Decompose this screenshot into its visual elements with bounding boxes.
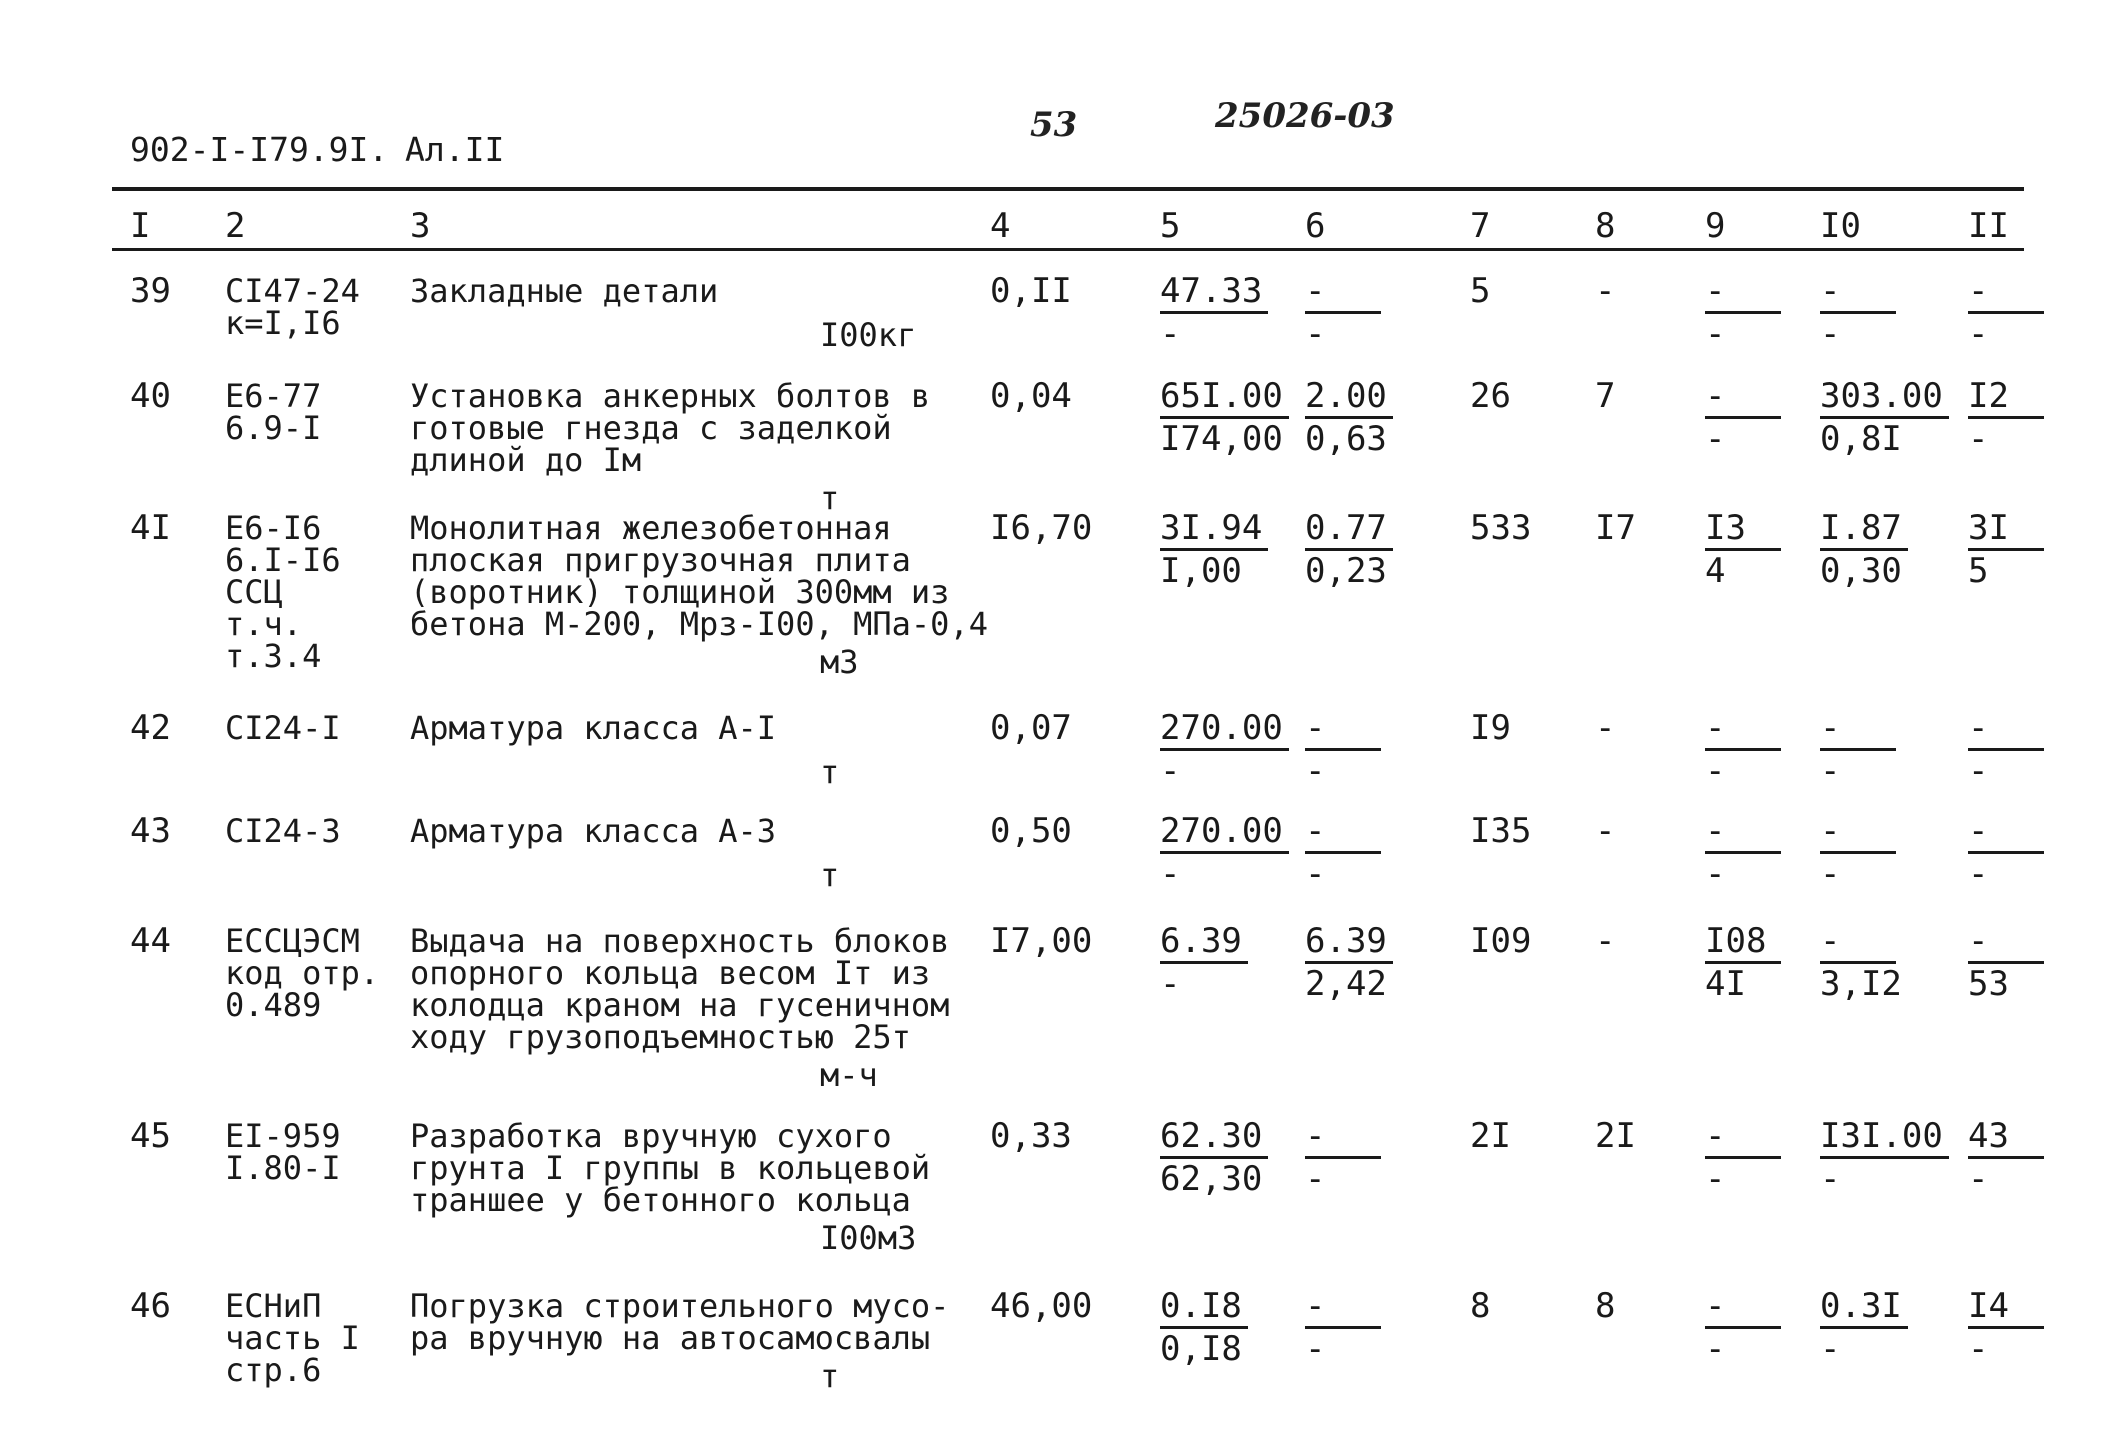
unit-of-measure: т bbox=[820, 753, 840, 791]
machine-total-numerator: - bbox=[1705, 1116, 1781, 1159]
machine-total-numerator: I08 bbox=[1705, 921, 1781, 964]
labor-unit bbox=[1820, 1116, 1949, 1199]
machine-total-numerator: - bbox=[1705, 271, 1781, 314]
labor-total-denominator: - bbox=[1968, 314, 1989, 354]
header-rule bbox=[112, 248, 2024, 251]
machine-cost bbox=[1305, 508, 1393, 591]
norm-code: Е6-I6 6.I-I6 ССЦ т.ч. т.3.4 bbox=[225, 509, 341, 675]
machine-cost bbox=[1305, 1116, 1381, 1199]
unit-cost-numerator: 3I.94 bbox=[1160, 508, 1268, 551]
machine-total-denominator: 4 bbox=[1705, 551, 1726, 591]
labor-total-numerator: 3I bbox=[1968, 508, 2044, 551]
work-description: Арматура класса А-I bbox=[410, 709, 777, 747]
row-number: 46 bbox=[130, 1286, 171, 1326]
wage-cost: - bbox=[1595, 708, 1616, 748]
handwritten-code: 25026-03 bbox=[1215, 96, 1395, 136]
wage-cost: - bbox=[1595, 921, 1616, 961]
machine-total bbox=[1705, 811, 1781, 894]
labor-unit bbox=[1820, 811, 1896, 894]
unit-cost-numerator: 6.39 bbox=[1160, 921, 1248, 964]
labor-total-numerator: - bbox=[1968, 921, 2044, 964]
labor-unit-numerator: - bbox=[1820, 271, 1896, 314]
labor-unit-denominator: - bbox=[1820, 751, 1841, 791]
unit-of-measure: т bbox=[820, 1357, 840, 1395]
machine-total-numerator: - bbox=[1705, 811, 1781, 854]
quantity: I7,00 bbox=[990, 921, 1093, 961]
quantity: 0,33 bbox=[990, 1116, 1072, 1156]
labor-unit bbox=[1820, 708, 1896, 791]
labor-unit-denominator: - bbox=[1820, 1159, 1841, 1199]
unit-cost-numerator: 270.00 bbox=[1160, 811, 1289, 854]
quantity: I6,70 bbox=[990, 508, 1093, 548]
column-header: 8 bbox=[1595, 206, 1616, 246]
column-header: I0 bbox=[1820, 206, 1861, 246]
norm-code: CI47-24 к=I,I6 bbox=[225, 272, 360, 342]
quantity: 0,04 bbox=[990, 376, 1072, 416]
work-description: Закладные детали bbox=[410, 272, 719, 310]
column-header: I bbox=[130, 206, 151, 246]
labor-total-denominator: - bbox=[1968, 419, 1989, 459]
norm-code: ЕССЦЭСМ код отр. 0.489 bbox=[225, 922, 380, 1024]
unit-cost-denominator: 0,I8 bbox=[1160, 1329, 1242, 1369]
work-description: Арматура класса А-3 bbox=[410, 812, 777, 850]
unit-cost-denominator: - bbox=[1160, 751, 1181, 791]
unit-cost bbox=[1160, 1116, 1268, 1199]
unit-cost-numerator: 47.33 bbox=[1160, 271, 1268, 314]
machine-total-denominator: - bbox=[1705, 419, 1726, 459]
machine-cost-denominator: - bbox=[1305, 751, 1326, 791]
unit-cost bbox=[1160, 811, 1289, 894]
machine-cost-denominator: - bbox=[1305, 1329, 1326, 1369]
machine-total bbox=[1705, 708, 1781, 791]
labor-unit-denominator: 3,I2 bbox=[1820, 964, 1902, 1004]
machine-total bbox=[1705, 376, 1781, 459]
work-description: Разработка вручную сухого грунта I группы в кольцевой траншее у бетонного кольца bbox=[410, 1117, 931, 1219]
machine-total bbox=[1705, 271, 1781, 354]
labor-total bbox=[1968, 811, 2044, 894]
total-cost: I35 bbox=[1470, 811, 1532, 851]
labor-total bbox=[1968, 376, 2044, 459]
unit-cost bbox=[1160, 271, 1268, 354]
machine-total-denominator: - bbox=[1705, 1329, 1726, 1369]
unit-of-measure: I00кг bbox=[820, 316, 917, 354]
labor-total-numerator: 43 bbox=[1968, 1116, 2044, 1159]
total-cost: 5 bbox=[1470, 271, 1491, 311]
norm-code: Е6-77 6.9-I bbox=[225, 377, 322, 447]
unit-cost-numerator: 270.00 bbox=[1160, 708, 1289, 751]
unit-cost bbox=[1160, 1286, 1248, 1369]
machine-cost bbox=[1305, 811, 1381, 894]
total-cost: I09 bbox=[1470, 921, 1532, 961]
wage-cost: - bbox=[1595, 271, 1616, 311]
machine-total-numerator: I3 bbox=[1705, 508, 1781, 551]
labor-total bbox=[1968, 508, 2044, 591]
top-rule bbox=[112, 187, 2024, 191]
column-header: 7 bbox=[1470, 206, 1491, 246]
labor-unit-numerator: I.87 bbox=[1820, 508, 1908, 551]
machine-cost bbox=[1305, 271, 1381, 354]
machine-cost-denominator: - bbox=[1305, 314, 1326, 354]
column-header: 6 bbox=[1305, 206, 1326, 246]
labor-total-denominator: 53 bbox=[1968, 964, 2009, 1004]
labor-unit-denominator: 0,8I bbox=[1820, 419, 1902, 459]
labor-unit-numerator: - bbox=[1820, 708, 1896, 751]
labor-total bbox=[1968, 921, 2044, 1004]
machine-total-denominator: - bbox=[1705, 854, 1726, 894]
labor-total bbox=[1968, 1116, 2044, 1199]
page-number: 53 bbox=[1030, 105, 1078, 145]
column-header: 9 bbox=[1705, 206, 1726, 246]
row-number: 42 bbox=[130, 708, 171, 748]
work-description: Монолитная железобетонная плоская пригрузочная плита (воротник) толщиной 300мм из бетона М-200, Мрз-I00, МПа-0,4 bbox=[410, 509, 988, 643]
labor-unit-denominator: 0,30 bbox=[1820, 551, 1902, 591]
labor-unit bbox=[1820, 508, 1908, 591]
machine-total-denominator: 4I bbox=[1705, 964, 1746, 1004]
labor-unit bbox=[1820, 271, 1896, 354]
labor-total bbox=[1968, 271, 2044, 354]
machine-total-numerator: - bbox=[1705, 1286, 1781, 1329]
machine-cost-numerator: 6.39 bbox=[1305, 921, 1393, 964]
wage-cost: I7 bbox=[1595, 508, 1636, 548]
unit-cost-denominator: - bbox=[1160, 314, 1181, 354]
row-number: 40 bbox=[130, 376, 171, 416]
machine-cost-numerator: - bbox=[1305, 811, 1381, 854]
machine-cost-denominator: 2,42 bbox=[1305, 964, 1387, 1004]
machine-total-denominator: - bbox=[1705, 751, 1726, 791]
row-number: 4I bbox=[130, 508, 171, 548]
labor-total-denominator: 5 bbox=[1968, 551, 1989, 591]
norm-code: ЕI-959 I.80-I bbox=[225, 1117, 341, 1187]
machine-cost-denominator: - bbox=[1305, 854, 1326, 894]
labor-unit-numerator: 0.3I bbox=[1820, 1286, 1908, 1329]
work-description: Выдача на поверхность блоков опорного кольца весом Iт из колодца краном на гусеничном ходу грузоподъемностью 25т bbox=[410, 922, 950, 1056]
labor-unit bbox=[1820, 376, 1949, 459]
machine-cost bbox=[1305, 708, 1381, 791]
unit-of-measure: I00м3 bbox=[820, 1219, 917, 1257]
row-number: 43 bbox=[130, 811, 171, 851]
unit-cost bbox=[1160, 921, 1248, 1004]
album-number: Ал.II bbox=[405, 130, 505, 169]
unit-cost bbox=[1160, 708, 1289, 791]
labor-total-numerator: I4 bbox=[1968, 1286, 2044, 1329]
work-description: Установка анкерных болтов в готовые гнезда с заделкой длиной до Iм bbox=[410, 377, 931, 479]
work-description: Погрузка строительного мусо- ра вручную на автосамосвалы bbox=[410, 1287, 950, 1357]
labor-total-numerator: - bbox=[1968, 811, 2044, 854]
labor-unit-numerator: - bbox=[1820, 921, 1896, 964]
machine-total bbox=[1705, 1116, 1781, 1199]
total-cost: I9 bbox=[1470, 708, 1511, 748]
column-header: II bbox=[1968, 206, 2009, 246]
machine-total-numerator: - bbox=[1705, 708, 1781, 751]
unit-of-measure: т bbox=[820, 479, 840, 517]
column-header: 5 bbox=[1160, 206, 1181, 246]
machine-total-denominator: - bbox=[1705, 314, 1726, 354]
machine-cost bbox=[1305, 921, 1393, 1004]
labor-unit-numerator: 303.00 bbox=[1820, 376, 1949, 419]
row-number: 39 bbox=[130, 271, 171, 311]
machine-cost bbox=[1305, 376, 1393, 459]
document-code: 902-I-I79.9I. bbox=[130, 130, 389, 169]
machine-cost-denominator: - bbox=[1305, 1159, 1326, 1199]
unit-of-measure: м3 bbox=[820, 643, 859, 681]
unit-cost-denominator: I,00 bbox=[1160, 551, 1242, 591]
total-cost: 8 bbox=[1470, 1286, 1491, 1326]
labor-total-denominator: - bbox=[1968, 854, 1989, 894]
machine-total bbox=[1705, 1286, 1781, 1369]
quantity: 0,50 bbox=[990, 811, 1072, 851]
unit-cost bbox=[1160, 376, 1289, 459]
machine-cost-numerator: - bbox=[1305, 271, 1381, 314]
machine-total bbox=[1705, 921, 1781, 1004]
wage-cost: 7 bbox=[1595, 376, 1616, 416]
machine-cost-denominator: 0,23 bbox=[1305, 551, 1387, 591]
labor-total-numerator: I2 bbox=[1968, 376, 2044, 419]
labor-unit bbox=[1820, 1286, 1908, 1369]
row-number: 45 bbox=[130, 1116, 171, 1156]
machine-total-denominator: - bbox=[1705, 1159, 1726, 1199]
labor-total-denominator: - bbox=[1968, 751, 1989, 791]
unit-cost-numerator: 62.30 bbox=[1160, 1116, 1268, 1159]
norm-code: CI24-I bbox=[225, 709, 341, 747]
row-number: 44 bbox=[130, 921, 171, 961]
quantity: 0,07 bbox=[990, 708, 1072, 748]
column-header: 2 bbox=[225, 206, 246, 246]
unit-of-measure: м-ч bbox=[820, 1056, 878, 1094]
unit-cost-denominator: - bbox=[1160, 854, 1181, 894]
unit-cost-denominator: - bbox=[1160, 964, 1181, 1004]
machine-cost-numerator: - bbox=[1305, 1286, 1381, 1329]
labor-total bbox=[1968, 708, 2044, 791]
labor-unit-denominator: - bbox=[1820, 1329, 1841, 1369]
wage-cost: - bbox=[1595, 811, 1616, 851]
unit-cost bbox=[1160, 508, 1268, 591]
wage-cost: 8 bbox=[1595, 1286, 1616, 1326]
labor-total-numerator: - bbox=[1968, 708, 2044, 751]
norm-code: CI24-3 bbox=[225, 812, 341, 850]
column-header: 4 bbox=[990, 206, 1011, 246]
norm-code: ЕСНиП часть I стр.6 bbox=[225, 1287, 360, 1389]
quantity: 46,00 bbox=[990, 1286, 1093, 1326]
labor-unit-numerator: - bbox=[1820, 811, 1896, 854]
unit-cost-numerator: 65I.00 bbox=[1160, 376, 1289, 419]
machine-cost-numerator: - bbox=[1305, 708, 1381, 751]
labor-unit-denominator: - bbox=[1820, 314, 1841, 354]
labor-unit-numerator: I3I.00 bbox=[1820, 1116, 1949, 1159]
total-cost: 2I bbox=[1470, 1116, 1511, 1156]
machine-cost bbox=[1305, 1286, 1381, 1369]
machine-cost-denominator: 0,63 bbox=[1305, 419, 1387, 459]
machine-cost-numerator: 2.00 bbox=[1305, 376, 1393, 419]
labor-unit-denominator: - bbox=[1820, 854, 1841, 894]
column-header: 3 bbox=[410, 206, 431, 246]
machine-cost-numerator: 0.77 bbox=[1305, 508, 1393, 551]
wage-cost: 2I bbox=[1595, 1116, 1636, 1156]
unit-cost-denominator: I74,00 bbox=[1160, 419, 1283, 459]
labor-total bbox=[1968, 1286, 2044, 1369]
quantity: 0,II bbox=[990, 271, 1072, 311]
unit-cost-denominator: 62,30 bbox=[1160, 1159, 1263, 1199]
labor-total-denominator: - bbox=[1968, 1159, 1989, 1199]
total-cost: 26 bbox=[1470, 376, 1511, 416]
machine-total bbox=[1705, 508, 1781, 591]
machine-total-numerator: - bbox=[1705, 376, 1781, 419]
unit-cost-numerator: 0.I8 bbox=[1160, 1286, 1248, 1329]
labor-total-denominator: - bbox=[1968, 1329, 1989, 1369]
labor-total-numerator: - bbox=[1968, 271, 2044, 314]
unit-of-measure: т bbox=[820, 856, 840, 894]
total-cost: 533 bbox=[1470, 508, 1532, 548]
labor-unit bbox=[1820, 921, 1902, 1004]
machine-cost-numerator: - bbox=[1305, 1116, 1381, 1159]
